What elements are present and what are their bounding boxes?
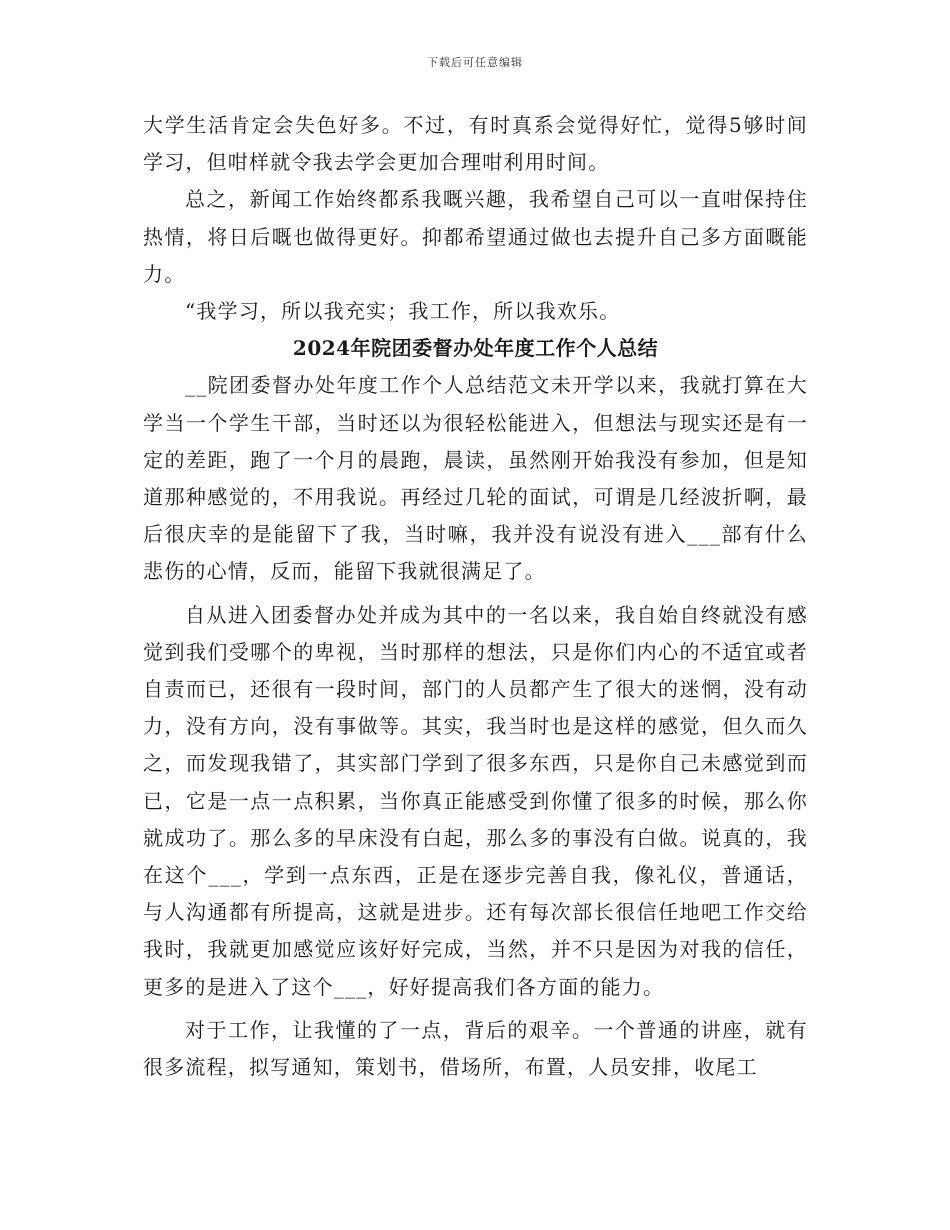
document-title: 2024年院团委督办处年度工作个人总结 — [292, 336, 659, 361]
paragraph-quote: “我学习，所以我充实；我工作，所以我欢乐。 — [185, 299, 621, 324]
paragraph-conclusion: 总之，新闻工作始终都系我嘅兴趣，我希望自己可以一直咁保持住热情，将日后嘅也做得更好。抑都希望通过做也去提升自己多方面嘅能力。 — [143, 187, 808, 286]
paragraph-work: 对于工作，让我懂的了一点，背后的艰辛。一个普通的讲座，就有很多流程，拟写通知，策划书，借场所，布置，人员安排，收尾工 — [143, 1017, 808, 1080]
paragraph-experience: 自从进入团委督办处并成为其中的一名以来，我自始自终就没有感觉到我们受哪个的卑视，当时那样的想法，只是你们内心的不适宜或者自责而已，还很有一段时间，部门的人员都产生了很大的迷惘，没有动力，没有方向，没有事做等。其实，我当时也是这样的感觉，但久而久之，而发现我错了，其实部门学到了很多东西，只是你自己未感觉到而已，它是一点一点积累，当你真正能感受到你懂了很多的时候，那么你就成功了。那么多的早床没有白起，那么多的事没有白做。说真的，我在这个___，学到一点东西，正是在逐步完善自我，像礼仪，普通话，与人沟通都有所提高，这就是进步。还有每次部长很信任地吧工作交给我时，我就更加感觉应该好好完成，当然，并不只是因为对我的信任，更多的是进入了这个___，好好提高我们各方面的能力。 — [143, 602, 808, 999]
paragraph-continued: 大学生活肯定会失色好多。不过，有时真系会觉得好忙，觉得5够时间学习，但咁样就令我去学会更加合理咁利用时间。 — [143, 113, 808, 175]
paragraph-intro: __院团委督办处年度工作个人总结范文未开学以来，我就打算在大学当一个学生干部，当时还以为很轻松能进入，但想法与现实还是有一定的差距，跑了一个月的晨跑，晨读，虽然刚开始我没有参加，但是知道那种感觉的，不用我说。再经过几轮的面试，可谓是几经波折啊，最后很庆幸的是能留下了我，当时嘛，我并没有说没有进入___部有什么悲伤的心情，反而，能留下我就很满足了。 — [143, 373, 808, 584]
document-body — [143, 107, 808, 1086]
header-note: 下载后可任意编辑 — [427, 56, 523, 69]
